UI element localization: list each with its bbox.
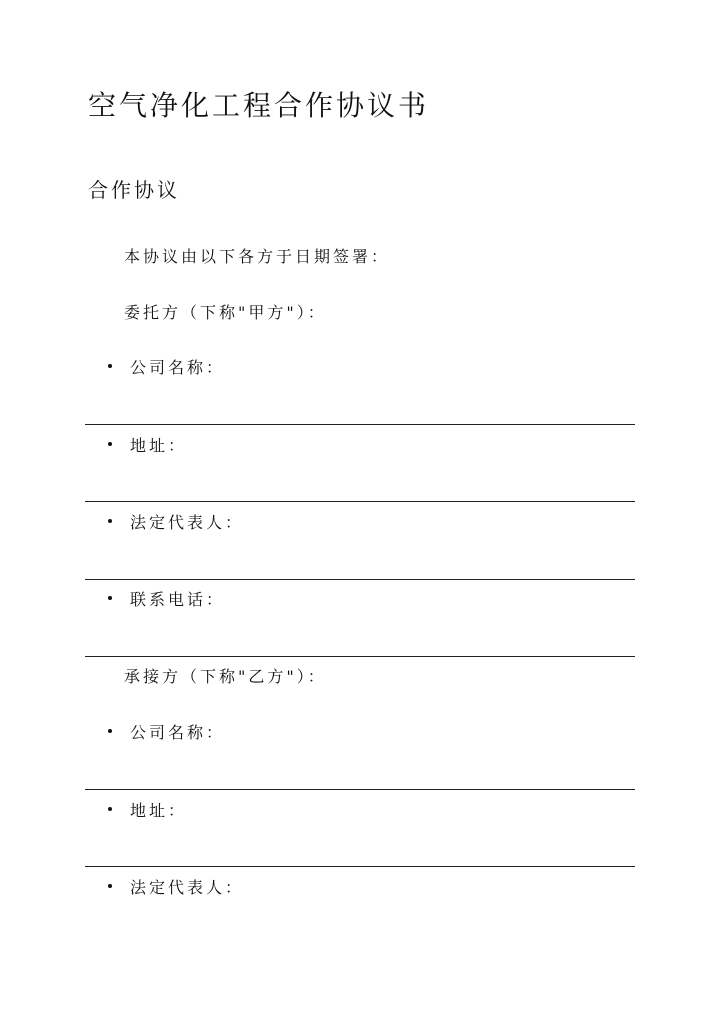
- party-a-representative-field: [108, 509, 244, 533]
- party-a-phone-field: [108, 586, 225, 610]
- bullet-icon: [108, 442, 112, 446]
- field-label: 公司名称：: [130, 722, 226, 742]
- party-a-company-field: [108, 354, 225, 378]
- field-label: 法定代表人：: [130, 512, 245, 532]
- party-b-address-fill-line[interactable]: [85, 866, 635, 867]
- field-label: 地址：: [130, 435, 188, 455]
- party-a-company-fill-line[interactable]: [85, 424, 635, 425]
- field-label: 联系电话：: [130, 589, 226, 609]
- intro-paragraph: 本协议由以下各方于日期签署：: [124, 247, 391, 266]
- party-b-company-fill-line[interactable]: [85, 789, 635, 790]
- party-a-representative-fill-line[interactable]: [85, 579, 635, 580]
- party-b-representative-field: [108, 874, 244, 898]
- field-label: 地址：: [130, 800, 188, 820]
- party-b-heading: 承接方（下称"乙方"）：: [124, 667, 327, 686]
- bullet-icon: [108, 729, 112, 733]
- party-b-address-field: [108, 797, 187, 821]
- party-a-address-field: [108, 432, 187, 456]
- bullet-icon: [108, 364, 112, 368]
- bullet-icon: [108, 519, 112, 523]
- field-label: 公司名称：: [130, 357, 226, 377]
- bullet-icon: [108, 807, 112, 811]
- party-b-company-field: [108, 719, 225, 743]
- document-title: 空气净化工程合作协议书: [88, 89, 430, 122]
- section-title: 合作协议: [88, 178, 180, 202]
- party-a-heading: 委托方（下称"甲方"）：: [124, 303, 327, 322]
- field-label: 法定代表人：: [130, 877, 245, 897]
- party-a-phone-fill-line[interactable]: [85, 656, 635, 657]
- party-a-address-fill-line[interactable]: [85, 501, 635, 502]
- bullet-icon: [108, 596, 112, 600]
- bullet-icon: [108, 884, 112, 888]
